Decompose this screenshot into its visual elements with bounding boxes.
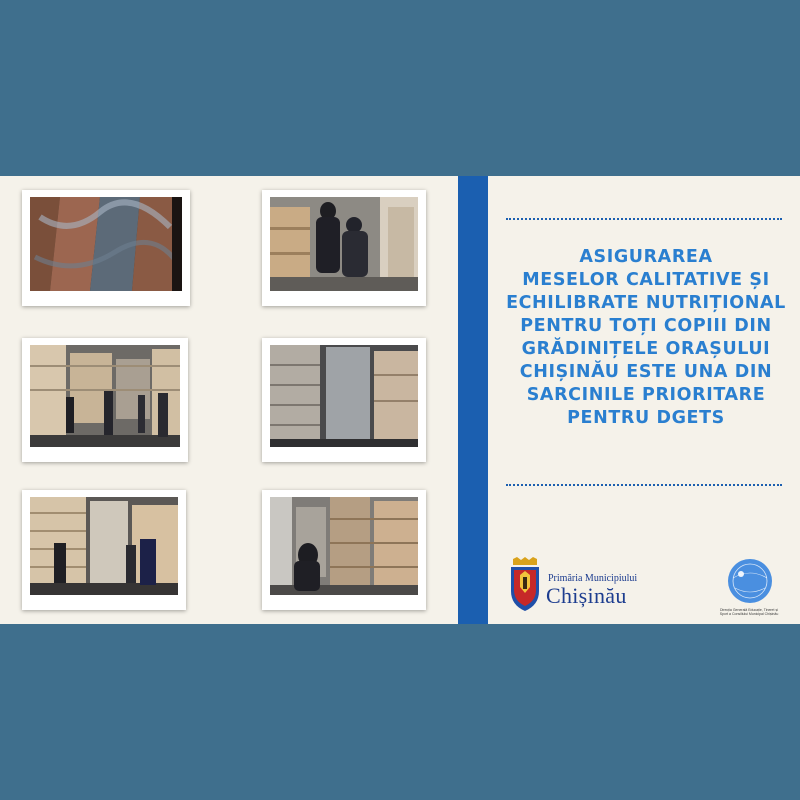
photo-1: [22, 190, 190, 306]
primaria-logo: [508, 555, 648, 617]
headline-line-6: CHIȘINĂU ESTE UNA DIN: [519, 362, 773, 382]
warehouse-inspection-photo: [30, 497, 178, 595]
headline-line-7: SARCINILE PRIORITARE: [526, 385, 766, 405]
headline-line-1: ASIGURAREA: [579, 247, 713, 267]
blue-divider: [458, 176, 488, 624]
dotted-rule-top: [506, 218, 782, 220]
dgets-caption: Direcția Generală Educație, Tineret și Sport a Consiliului Municipal Chișinău: [719, 608, 779, 616]
headline-line-8: PENTRU DGETS: [567, 408, 725, 428]
warehouse-aisle-photo: [270, 497, 418, 595]
headline-line-5: GRĂDINIȚELE ORAȘULUI: [521, 339, 771, 359]
headline: [500, 246, 792, 430]
warehouse-pallets-photo: [30, 345, 180, 447]
warehouse-people-photo: [270, 197, 418, 291]
photo-2: [262, 190, 426, 306]
photo-6: [262, 490, 426, 610]
food-product-closeup-photo: [30, 197, 182, 291]
coat-of-arms-icon: [508, 557, 542, 613]
primaria-name: Primăria Municipiului: [548, 573, 638, 584]
headline-line-2: MESELOR CALITATIVE ȘI: [522, 270, 770, 290]
headline-line-3: ECHILIBRATE NUTRIȚIONAL: [506, 293, 786, 313]
warehouse-stacked-goods-photo: [270, 345, 418, 447]
headline-line-4: PENTRU TOȚI COPIII DIN: [520, 316, 772, 336]
primaria-city: Chișinău: [546, 583, 627, 608]
dgets-emblem-icon: [727, 558, 773, 604]
dotted-rule-bottom: [506, 484, 782, 486]
photo-5: [22, 490, 186, 610]
photo-3: [22, 338, 188, 462]
dgets-logo: [716, 556, 782, 624]
photo-4: [262, 338, 426, 462]
